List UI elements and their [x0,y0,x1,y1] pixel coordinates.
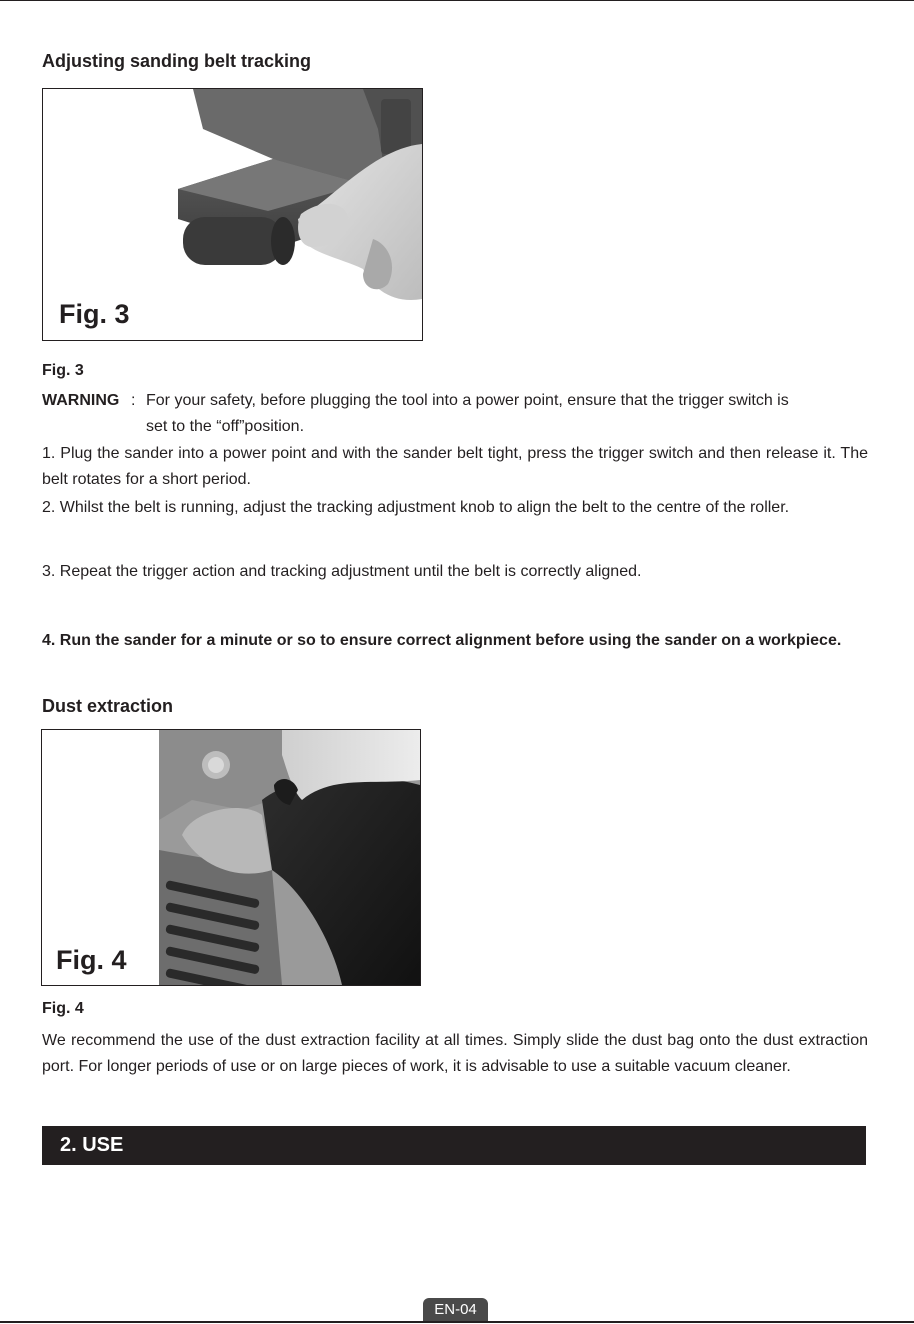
figure-3-caption: Fig. 3 [59,299,130,329]
step-1: 1. Plug the sander into a power point and with the sander belt tight, press the trigger switch and then release it. The belt rotates for a short period. [42,445,868,488]
dust-paragraph: We recommend the use of the dust extraction facility at all times. Simply slide the dust bag onto the dust extraction port. For longer periods of use or on large pieces of work, it is advisable to use a suitable vacuum cleaner. [42,1032,868,1075]
section-bar-label: 2. USE [60,1134,124,1156]
page-number-badge: EN-04 [423,1298,488,1322]
fig-3-label: Fig. 3 [42,362,84,379]
fig-4-label: Fig. 4 [42,1000,84,1017]
warning-text-line2: set to the “off”position. [146,418,305,435]
step-2: 2. Whilst the belt is running, adjust the tracking adjustment knob to align the belt to the centre of the roller. [42,499,790,516]
top-rule [0,0,914,1]
section-heading-dust: Dust extraction [42,696,174,716]
step-4: 4. Run the sander for a minute or so to ensure correct alignment before using the sander on a workpiece. [42,632,842,649]
figure-4 [41,729,421,986]
warning-label: WARNING [42,392,120,409]
section-heading-tracking: Adjusting sanding belt tracking [42,51,312,71]
section-bar-use [42,1126,866,1165]
figure-3 [42,88,423,341]
bottom-rule [0,1321,914,1323]
step-3: 3. Repeat the trigger action and tracking adjustment until the belt is correctly aligned. [42,563,642,580]
warning-text-line1: For your safety, before plugging the tool into a power point, ensure that the trigger switch is [146,392,789,409]
figure-4-caption: Fig. 4 [56,945,127,975]
warning-colon: : [131,392,136,409]
